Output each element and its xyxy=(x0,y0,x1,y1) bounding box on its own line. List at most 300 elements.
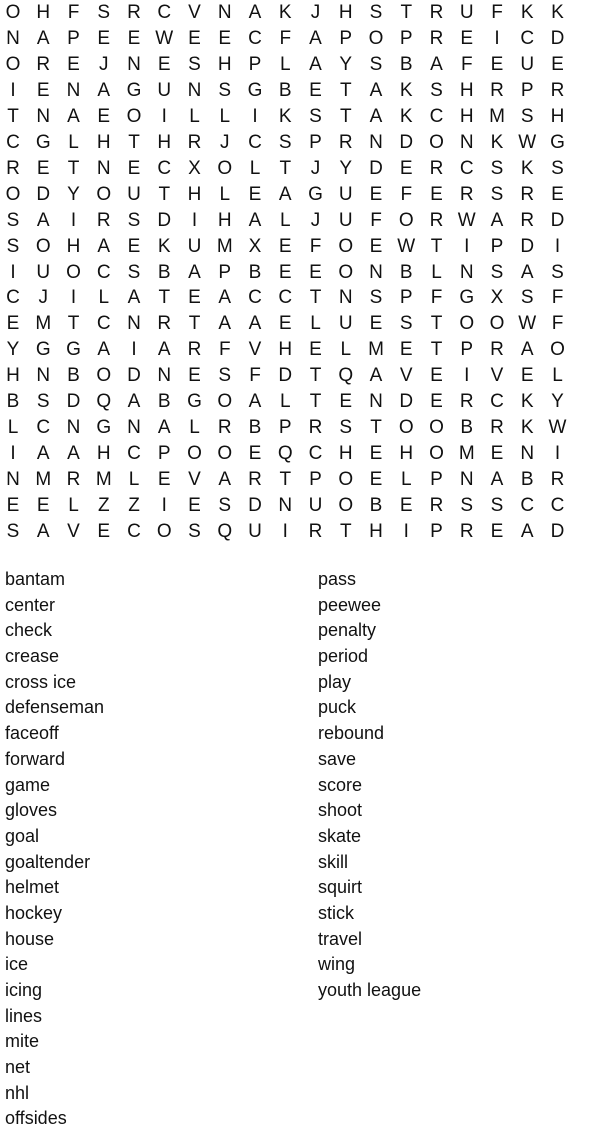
grid-letter: U xyxy=(308,495,323,517)
grid-letter: Y xyxy=(339,53,353,75)
grid-letter: D xyxy=(36,183,51,205)
grid-letter: P xyxy=(399,27,413,49)
grid-letter: H xyxy=(459,79,474,101)
grid-letter: M xyxy=(216,235,233,257)
grid-letter: I xyxy=(252,105,258,127)
word-list-left xyxy=(5,567,285,1132)
grid-letter: F xyxy=(400,183,413,205)
grid-letter: N xyxy=(36,365,51,387)
grid-letter: C xyxy=(96,261,111,283)
word-list-item: icing xyxy=(5,980,43,1000)
grid-letter: L xyxy=(552,365,563,387)
grid-letter: E xyxy=(309,79,322,101)
grid-letter: N xyxy=(459,469,474,491)
grid-row xyxy=(0,156,592,182)
word-list-item: gloves xyxy=(5,800,58,821)
word-list-item: skate xyxy=(318,825,362,846)
grid-row xyxy=(0,104,592,130)
grid-letter: E xyxy=(490,53,504,75)
grid-letter: B xyxy=(248,417,262,439)
grid-letter: O xyxy=(217,157,233,179)
grid-letter: B xyxy=(157,261,171,283)
grid-letter: Z xyxy=(128,495,140,517)
grid-letter: F xyxy=(551,313,564,335)
grid-letter: E xyxy=(278,261,292,283)
grid-letter: A xyxy=(36,521,50,542)
grid-letter: O xyxy=(489,313,505,335)
grid-letter: H xyxy=(369,521,383,542)
grid-letter: T xyxy=(430,339,443,361)
grid-letter: O xyxy=(429,131,444,153)
grid-letter: E xyxy=(188,287,201,309)
grid-letter: S xyxy=(430,79,443,101)
grid-letter: S xyxy=(399,313,413,335)
grid-letter: E xyxy=(399,157,413,179)
grid-letter: F xyxy=(430,287,443,309)
grid-letter: K xyxy=(490,131,504,153)
grid-letter: O xyxy=(156,521,172,542)
grid-letter: N xyxy=(157,365,172,387)
grid-letter: W xyxy=(155,27,174,49)
grid-letter: S xyxy=(460,495,474,517)
grid-letter: C xyxy=(459,157,474,179)
grid-letter: F xyxy=(491,2,503,23)
grid-letter: G xyxy=(35,131,51,153)
grid-letter: H xyxy=(36,2,51,23)
grid-letter: U xyxy=(338,183,353,205)
grid-letter: E xyxy=(67,53,80,75)
grid-letter: A xyxy=(157,417,171,439)
grid-letter: A xyxy=(248,391,262,413)
grid-letter: T xyxy=(279,157,292,179)
grid-letter: P xyxy=(309,131,322,153)
grid-letter: Y xyxy=(551,391,564,413)
grid-letter: G xyxy=(308,183,323,205)
grid-letter: O xyxy=(96,365,112,387)
grid-letter: A xyxy=(248,2,262,23)
grid-letter: U xyxy=(157,79,172,101)
grid-letter: G xyxy=(247,79,263,101)
grid-letter: L xyxy=(340,339,352,361)
grid-letter: E xyxy=(309,261,322,283)
grid-letter: C xyxy=(308,443,323,465)
word-list-item: youth league xyxy=(318,980,422,1000)
grid-letter: D xyxy=(157,209,172,231)
grid-letter: A xyxy=(97,79,111,101)
grid-letter: S xyxy=(490,495,504,517)
grid-letter: G xyxy=(96,417,112,439)
grid-letter: P xyxy=(520,79,534,101)
grid-letter: E xyxy=(369,443,383,465)
word-list-item: score xyxy=(318,774,363,795)
grid-letter: N xyxy=(217,2,232,23)
word-list-item: wing xyxy=(318,954,356,975)
grid-letter: V xyxy=(188,469,201,491)
grid-letter: M xyxy=(35,469,52,491)
grid-letter: O xyxy=(96,183,112,205)
word-list-item: nhl xyxy=(5,1082,30,1103)
grid-letter: E xyxy=(127,157,141,179)
grid-letter: E xyxy=(278,313,292,335)
grid-letter: T xyxy=(339,79,352,101)
grid-row xyxy=(0,415,592,441)
grid-letter: K xyxy=(278,2,292,23)
grid-letter: X xyxy=(188,157,201,179)
word-list-item: crease xyxy=(5,646,60,667)
grid-letter: L xyxy=(219,105,231,127)
grid-letter: E xyxy=(218,27,232,49)
grid-letter: C xyxy=(490,391,504,413)
grid-letter: N xyxy=(369,391,383,413)
word-list-item: helmet xyxy=(5,877,60,898)
grid-letter: A xyxy=(248,209,262,231)
grid-letter: D xyxy=(278,365,293,387)
grid-letter: T xyxy=(67,313,80,335)
grid-letter: I xyxy=(161,105,167,127)
grid-letter: V xyxy=(490,365,504,387)
grid-letter: H xyxy=(157,131,172,153)
grid-letter: L xyxy=(189,105,200,127)
grid-letter: C xyxy=(6,287,20,309)
grid-letter: D xyxy=(248,495,262,517)
grid-letter: W xyxy=(518,313,537,335)
grid-letter: A xyxy=(67,443,80,465)
grid-letter: R xyxy=(157,313,172,335)
grid-letter: I xyxy=(554,443,561,465)
grid-row xyxy=(0,234,592,260)
grid-letter: S xyxy=(6,235,20,257)
grid-letter: W xyxy=(518,131,537,153)
grid-letter: R xyxy=(429,2,444,23)
grid-letter: S xyxy=(6,209,20,231)
grid-letter: L xyxy=(279,53,291,75)
word-list-item: squirt xyxy=(318,877,363,898)
grid-letter: M xyxy=(35,313,52,335)
grid-letter: R xyxy=(248,469,262,491)
grid-letter: A xyxy=(520,521,534,542)
grid-letter: C xyxy=(96,313,111,335)
grid-letter: E xyxy=(97,27,111,49)
grid-letter: R xyxy=(36,53,51,75)
grid-letter: R xyxy=(6,157,20,179)
grid-letter: F xyxy=(279,27,292,49)
grid-letter: E xyxy=(399,339,413,361)
grid-letter: C xyxy=(157,157,172,179)
grid-letter: O xyxy=(187,443,202,465)
grid-letter: K xyxy=(278,105,292,127)
word-list-item: cross ice xyxy=(5,671,77,692)
grid-letter: O xyxy=(338,469,354,491)
grid-letter: D xyxy=(550,27,565,49)
grid-row xyxy=(0,208,592,234)
grid-letter: B xyxy=(157,391,171,413)
grid-letter: O xyxy=(5,2,21,23)
grid-row xyxy=(0,182,592,208)
grid-letter: M xyxy=(95,469,112,491)
grid-letter: I xyxy=(10,443,16,465)
grid-letter: Q xyxy=(217,521,233,542)
grid-letter: N xyxy=(66,79,81,101)
grid-letter: C xyxy=(127,443,141,465)
grid-letter: T xyxy=(339,105,352,127)
grid-letter: R xyxy=(217,417,232,439)
grid-letter: A xyxy=(36,27,50,49)
grid-letter: H xyxy=(338,443,353,465)
grid-letter: G xyxy=(459,287,475,309)
grid-letter: S xyxy=(551,157,564,179)
grid-letter: L xyxy=(98,287,110,309)
word-list-item: puck xyxy=(318,697,357,718)
grid-letter: Y xyxy=(67,183,80,205)
grid-letter: L xyxy=(219,183,231,205)
grid-letter: G xyxy=(126,79,142,101)
word-list-item: stick xyxy=(318,902,354,923)
grid-letter: E xyxy=(188,27,201,49)
word-list-item: lines xyxy=(5,1005,43,1026)
grid-letter: E xyxy=(157,53,171,75)
grid-letter: A xyxy=(369,79,383,101)
grid-letter: R xyxy=(308,521,323,542)
grid-letter: T xyxy=(370,417,382,439)
grid-letter: B xyxy=(248,261,262,283)
grid-letter: T xyxy=(158,183,171,205)
grid-letter: A xyxy=(490,469,504,491)
grid-letter: J xyxy=(220,131,230,153)
grid-row xyxy=(0,441,592,467)
word-list-item: period xyxy=(318,646,369,667)
word-list-item: penalty xyxy=(318,620,377,641)
grid-letter: O xyxy=(338,495,354,517)
grid-letter: I xyxy=(282,521,288,542)
grid-letter: E xyxy=(339,391,353,413)
grid-letter: L xyxy=(68,495,79,517)
grid-letter: E xyxy=(369,313,383,335)
grid-letter: A xyxy=(490,209,504,231)
grid-letter: S xyxy=(520,105,534,127)
grid-letter: N xyxy=(127,417,141,439)
grid-letter: O xyxy=(5,183,21,205)
grid-letter: B xyxy=(460,417,474,439)
grid-letter: N xyxy=(369,261,383,283)
grid-letter: N xyxy=(6,27,20,49)
grid-letter: F xyxy=(249,365,261,387)
grid-letter: R xyxy=(490,79,504,101)
grid-letter: R xyxy=(459,521,474,542)
grid-letter: K xyxy=(551,2,564,23)
grid-letter: N xyxy=(278,495,293,517)
grid-letter: H xyxy=(338,2,353,23)
grid-letter: T xyxy=(309,365,322,387)
word-list-item: game xyxy=(5,774,51,795)
grid-letter: E xyxy=(460,27,474,49)
grid-letter: R xyxy=(429,157,444,179)
word-list-item: play xyxy=(318,671,352,692)
grid-letter: O xyxy=(459,313,475,335)
grid-letter: E xyxy=(551,183,564,205)
word-list-right xyxy=(318,567,592,1004)
grid-letter: L xyxy=(279,209,291,231)
grid-letter: K xyxy=(520,391,534,413)
grid-letter: E xyxy=(248,183,262,205)
grid-letter: E xyxy=(369,469,383,491)
grid-letter: I xyxy=(10,261,16,283)
grid-letter: U xyxy=(127,183,141,205)
grid-letter: R xyxy=(429,209,444,231)
grid-letter: J xyxy=(38,287,48,309)
grid-letter: L xyxy=(128,469,140,491)
grid-letter: H xyxy=(217,209,232,231)
grid-letter: A xyxy=(430,53,443,75)
grid-letter: L xyxy=(7,417,19,439)
grid-letter: K xyxy=(399,105,413,127)
grid-letter: N xyxy=(127,53,141,75)
grid-letter: G xyxy=(66,339,81,361)
grid-letter: L xyxy=(400,469,412,491)
grid-letter: K xyxy=(520,417,534,439)
grid-letter: T xyxy=(128,131,140,153)
word-list-item: shoot xyxy=(318,800,363,821)
grid-letter: S xyxy=(127,209,141,231)
grid-letter: O xyxy=(66,261,81,283)
grid-letter: B xyxy=(520,469,534,491)
grid-letter: E xyxy=(6,313,20,335)
grid-letter: T xyxy=(400,2,413,23)
grid-letter: A xyxy=(127,287,141,309)
grid-letter: M xyxy=(489,105,505,127)
word-list-item: travel xyxy=(318,928,363,949)
grid-letter: J xyxy=(310,157,321,179)
grid-row xyxy=(0,363,592,389)
grid-letter: A xyxy=(97,339,111,361)
grid-letter: M xyxy=(368,339,384,361)
grid-letter: E xyxy=(36,495,50,517)
grid-letter: A xyxy=(127,391,141,413)
grid-letter: U xyxy=(338,313,353,335)
grid-letter: T xyxy=(188,313,201,335)
grid-letter: T xyxy=(339,521,352,542)
grid-letter: O xyxy=(217,391,233,413)
grid-letter: R xyxy=(459,183,474,205)
grid-letter: W xyxy=(548,417,567,439)
grid-letter: S xyxy=(36,391,50,413)
word-list-item: peewee xyxy=(318,594,382,615)
grid-letter: H xyxy=(187,183,202,205)
grid-letter: C xyxy=(278,287,293,309)
grid-letter: J xyxy=(99,53,109,75)
grid-letter: F xyxy=(551,287,564,309)
grid-letter: W xyxy=(397,235,416,257)
grid-letter: A xyxy=(278,183,292,205)
grid-letter: U xyxy=(187,235,202,257)
grid-letter: R xyxy=(520,183,535,205)
grid-letter: P xyxy=(339,27,353,49)
grid-letter: H xyxy=(399,443,414,465)
grid-letter: B xyxy=(67,365,80,387)
grid-letter: E xyxy=(520,365,534,387)
grid-letter: S xyxy=(188,521,201,542)
grid-letter: E xyxy=(97,105,111,127)
grid-letter: P xyxy=(278,417,292,439)
grid-letter: E xyxy=(551,53,564,75)
grid-letter: E xyxy=(188,365,201,387)
grid-letter: C xyxy=(248,131,262,153)
grid-letter: S xyxy=(218,495,232,517)
grid-letter: E xyxy=(188,495,201,517)
grid-letter: S xyxy=(218,79,232,101)
grid-letter: T xyxy=(309,287,322,309)
grid-letter: S xyxy=(490,261,504,283)
grid-letter: S xyxy=(520,287,534,309)
grid-letter: K xyxy=(520,2,534,23)
grid-letter: F xyxy=(309,235,322,257)
grid-letter: N xyxy=(6,469,20,491)
grid-letter: T xyxy=(67,157,80,179)
grid-letter: R xyxy=(308,417,323,439)
grid-letter: M xyxy=(458,443,475,465)
grid-letter: U xyxy=(520,53,535,75)
grid-row xyxy=(0,285,592,311)
word-list-item: pass xyxy=(318,569,357,589)
grid-letter: X xyxy=(248,235,262,257)
grid-letter: G xyxy=(187,391,202,413)
grid-letter: P xyxy=(460,339,474,361)
grid-letter: R xyxy=(490,417,504,439)
grid-letter: A xyxy=(520,261,534,283)
grid-letter: I xyxy=(10,79,16,101)
grid-letter: J xyxy=(310,209,321,231)
grid-letter: N xyxy=(369,131,383,153)
grid-letter: P xyxy=(67,27,80,49)
grid-letter: P xyxy=(399,287,413,309)
grid-letter: G xyxy=(35,339,51,361)
word-list-item: goal xyxy=(5,825,40,846)
grid-letter: L xyxy=(249,157,261,179)
grid-letter: S xyxy=(369,2,383,23)
grid-row xyxy=(0,260,592,286)
grid-letter: H xyxy=(96,443,111,465)
grid-letter: C xyxy=(36,417,51,439)
grid-letter: S xyxy=(278,131,292,153)
grid-letter: E xyxy=(369,235,383,257)
word-list-item: forward xyxy=(5,748,66,769)
grid-letter: X xyxy=(490,287,504,309)
grid-letter: O xyxy=(368,27,384,49)
grid-letter: L xyxy=(68,131,79,153)
grid-letter: A xyxy=(67,105,80,127)
grid-letter: V xyxy=(248,339,262,361)
grid-letter: I xyxy=(464,235,470,257)
word-list-item: skill xyxy=(318,851,348,872)
grid-letter: E xyxy=(430,391,443,413)
grid-letter: V xyxy=(67,521,80,542)
grid-letter: R xyxy=(187,131,202,153)
grid-letter: C xyxy=(520,27,535,49)
grid-letter: I xyxy=(191,209,198,231)
grid-letter: S xyxy=(339,417,353,439)
grid-letter: E xyxy=(278,235,292,257)
grid-letter: K xyxy=(399,79,413,101)
grid-letter: O xyxy=(126,105,142,127)
grid-letter: I xyxy=(131,339,137,361)
grid-letter: O xyxy=(217,443,233,465)
grid-letter: P xyxy=(309,469,322,491)
grid-letter: K xyxy=(520,157,534,179)
grid-letter: B xyxy=(399,261,413,283)
word-list-item: defenseman xyxy=(5,697,105,718)
grid-letter: R xyxy=(338,131,353,153)
grid-letter: A xyxy=(157,339,171,361)
grid-letter: N xyxy=(96,157,111,179)
